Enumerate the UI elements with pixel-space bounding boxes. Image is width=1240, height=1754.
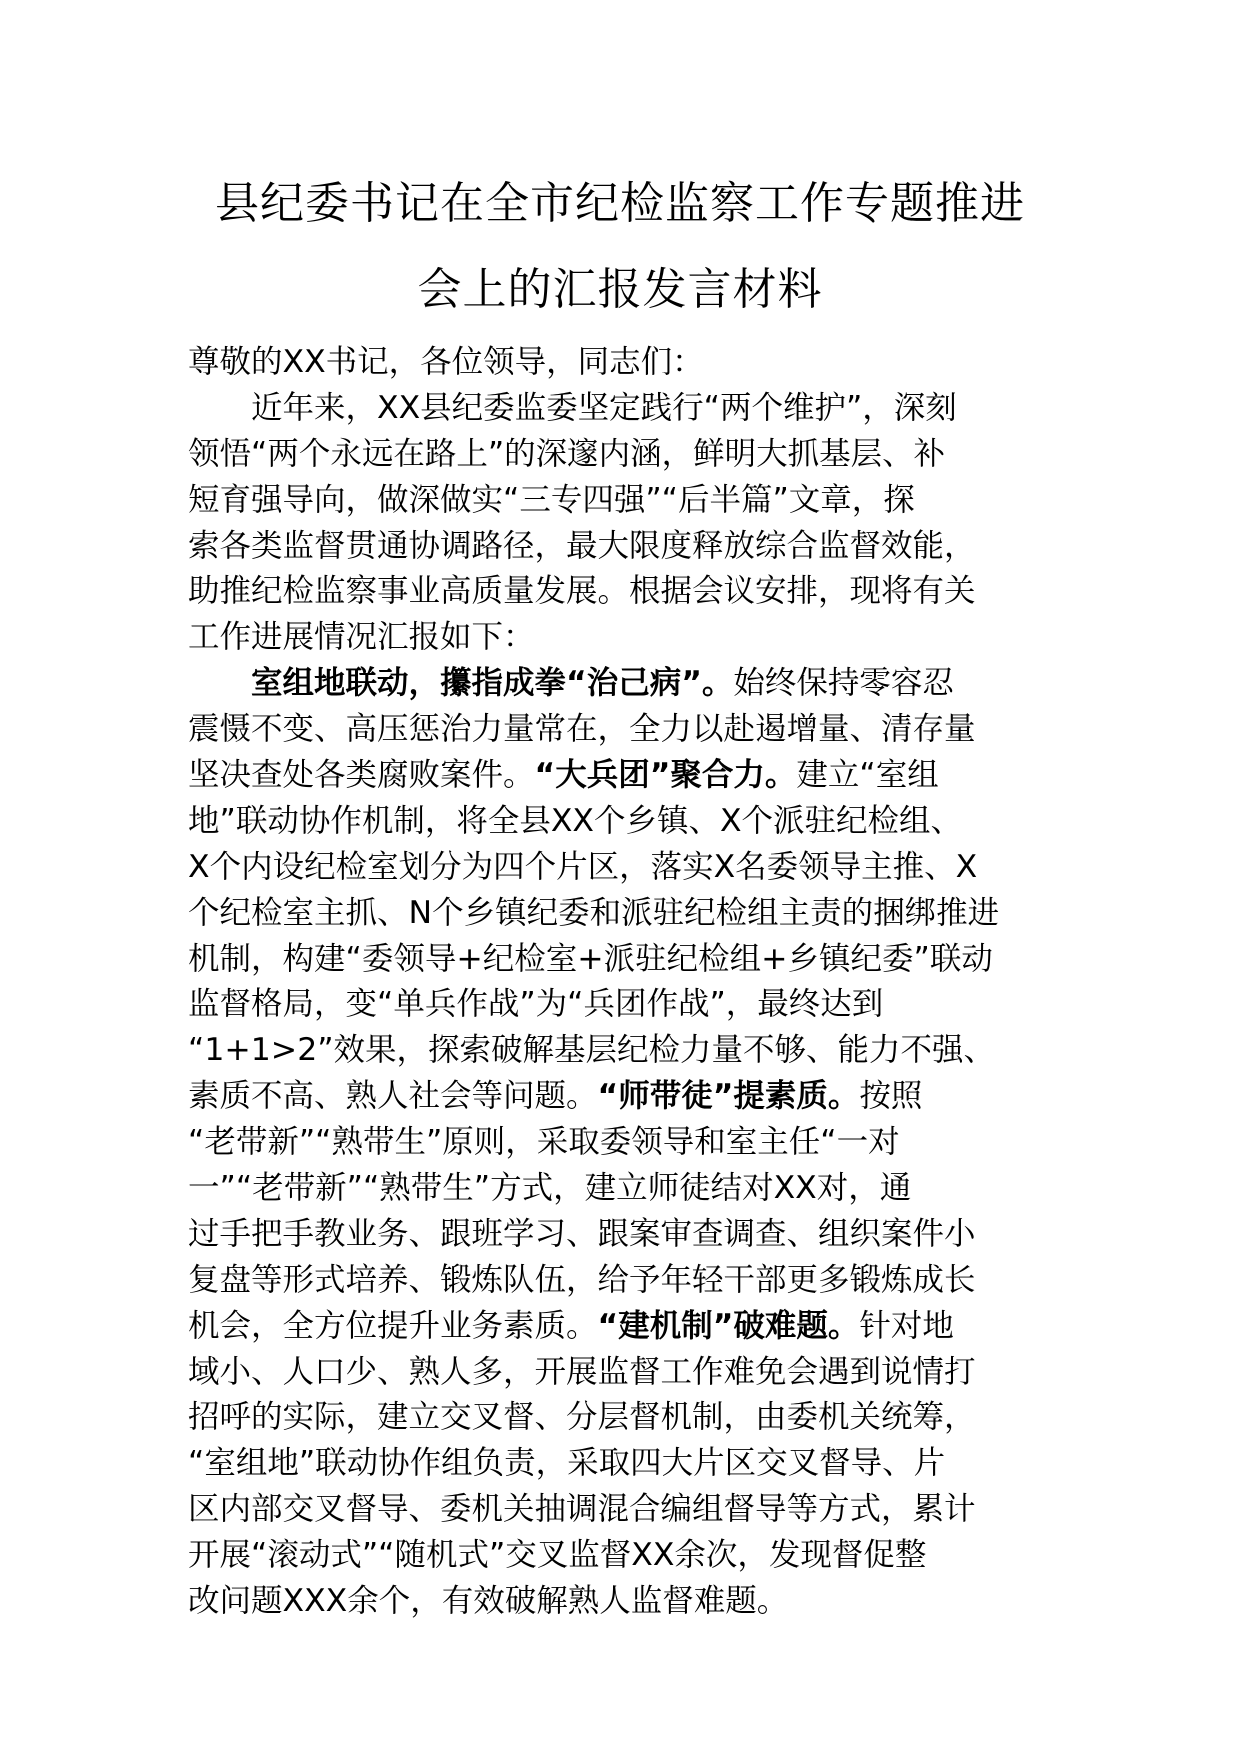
document-title-line-2: 会上的汇报发言材料 <box>417 264 823 315</box>
section-text: 素质不高、熟人社会等问题。 <box>188 1078 598 1115</box>
section-line: 区内部交叉督导、委机关抽调混合编组督导等方式，累计 <box>188 1491 976 1528</box>
section-heading: 室组地联动，攥指成拳“治己病”。 <box>251 665 734 702</box>
section-line <box>188 1074 1076 1120</box>
section-line: “室组地”联动协作组负责，采取四大片区交叉督导、片 <box>188 1445 946 1482</box>
section-line: “1+1>2”效果，探索破解基层纪检力量不够、能力不强、 <box>188 1032 996 1069</box>
section-line: 机制，构建“委领导+纪检室+派驻纪检组+乡镇纪委”联动 <box>188 940 993 977</box>
section-line: 改问题XXX余个，有效破解熟人监督难题。 <box>188 1583 789 1620</box>
intro-line: 工作进展情况汇报如下： <box>188 619 535 656</box>
intro-line: 近年来，XX县纪委监委坚定践行“两个维护”，深刻 <box>251 389 957 426</box>
section-text: 始终保持零容忍 <box>733 665 954 702</box>
salutation: 尊敬的XX书记，各位领导，同志们： <box>188 344 704 380</box>
document-body <box>188 340 1076 1625</box>
section-text: 针对地 <box>859 1307 954 1344</box>
section-line: 一”“老带新”“熟带生”方式，建立师徒结对XX对，通 <box>188 1170 912 1207</box>
section-line: 复盘等形式培养、锻炼队伍，给予年轻干部更多锻炼成长 <box>188 1261 976 1298</box>
subsection-heading: “大兵团”聚合力。 <box>534 757 797 794</box>
section-text: 机会，全方位提升业务素质。 <box>188 1307 598 1344</box>
section-line: 招呼的实际，建立交叉督、分层督机制，由委机关统筹， <box>188 1399 976 1436</box>
section-line: 震慑不变、高压惩治力量常在，全力以赴遏增量、清存量 <box>188 711 976 748</box>
section-line: X个内设纪检室划分为四个片区，落实X名委领导主推、X <box>188 848 978 885</box>
section-line: 监督格局，变“单兵作战”为“兵团作战”，最终达到 <box>188 986 884 1023</box>
section-text: 坚决查处各类腐败案件。 <box>188 757 535 794</box>
section-line: 域小、人口少、熟人多，开展监督工作难免会遇到说情打 <box>188 1353 976 1390</box>
section-line: 开展“滚动式”“随机式”交叉监督XX余次，发现督促整 <box>188 1537 927 1574</box>
section-line: “老带新”“熟带生”原则，采取委领导和室主任“一对 <box>188 1124 900 1161</box>
subsection-heading: “师带徒”提素质。 <box>597 1078 860 1115</box>
intro-line: 领悟“两个永远在路上”的深邃内涵，鲜明大抓基层、补 <box>188 435 946 472</box>
section-line: 地”联动协作机制，将全县XX个乡镇、X个派驻纪检组、 <box>188 802 963 839</box>
intro-line: 助推纪检监察事业高质量发展。根据会议安排，现将有关 <box>188 573 976 610</box>
section-line: 个纪检室主抓、N个乡镇纪委和派驻纪检组主责的捆绑推进 <box>188 894 1000 931</box>
intro-line: 索各类监督贯通协调路径，最大限度释放综合监督效能， <box>188 527 976 564</box>
section-line <box>188 1304 1076 1350</box>
document-title-line-1: 县纪委书记在全市纪检监察工作专题推进 <box>215 178 1025 229</box>
section-text: 建立“室组 <box>796 757 939 794</box>
intro-line: 短育强导向，做深做实“三专四强”“后半篇”文章，探 <box>188 481 915 518</box>
subsection-heading: “建机制”破难题。 <box>597 1307 860 1344</box>
section-line: 过手把手教业务、跟班学习、跟案审查调查、组织案件小 <box>188 1215 976 1252</box>
section-text: 按照 <box>859 1078 923 1115</box>
section-line <box>188 661 1076 707</box>
section-line <box>188 753 1076 799</box>
